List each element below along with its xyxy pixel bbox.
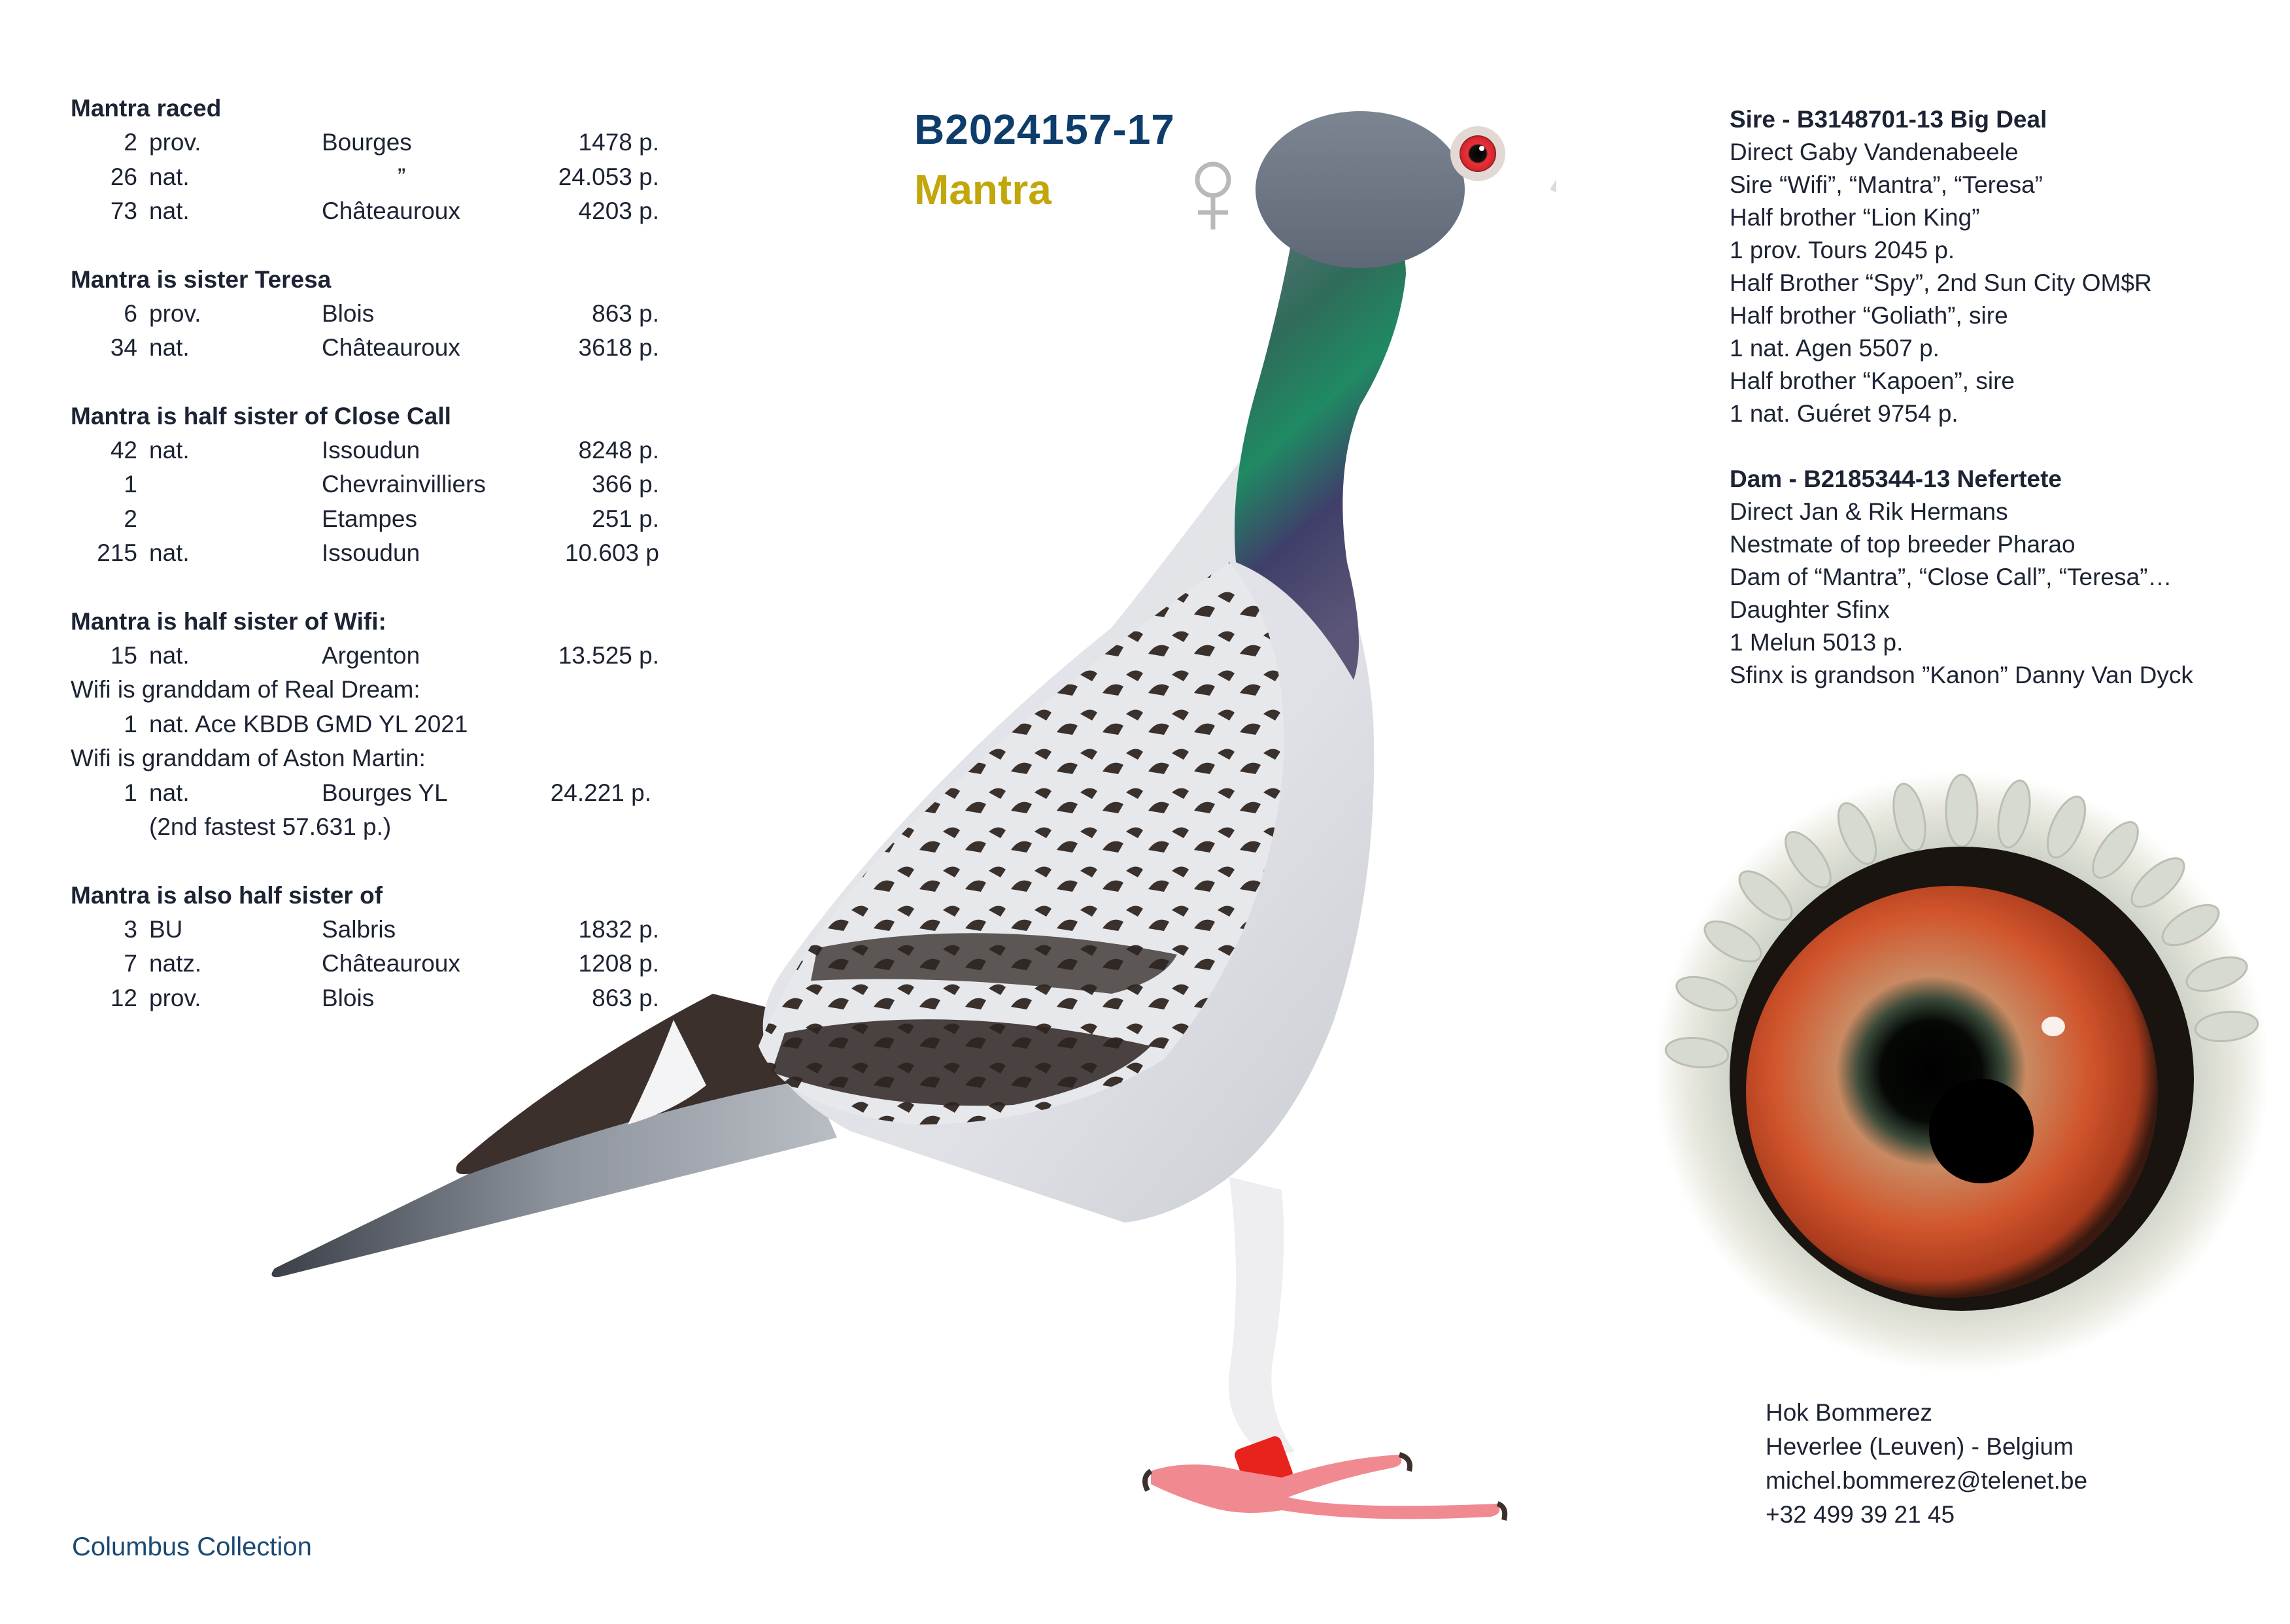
pedigree xyxy=(1730,103,2272,724)
section-heading: Mantra raced xyxy=(71,95,222,122)
section-half-sister-wifi xyxy=(71,605,659,845)
result-row xyxy=(71,947,659,981)
result-row xyxy=(71,981,659,1016)
sire-line: Half brother “Kapoen”, sire xyxy=(1730,367,2015,394)
result-row xyxy=(71,297,659,331)
sire-line: Half brother “Goliath”, sire xyxy=(1730,302,2008,329)
level: prov. xyxy=(149,299,201,327)
female-symbol-icon xyxy=(1190,160,1236,232)
location: Issoudun xyxy=(322,539,420,566)
location: Bourges xyxy=(322,129,412,156)
birds: 24.053 p. xyxy=(558,163,659,190)
result-row xyxy=(71,126,659,160)
result-row xyxy=(71,536,659,571)
place: 34 xyxy=(110,334,137,361)
place: 2 xyxy=(124,505,137,532)
contact-email[interactable]: michel.bommerez@telenet.be xyxy=(1766,1467,2088,1494)
birds: 4203 p. xyxy=(578,197,659,224)
note-line: Wifi is granddam of Aston Martin: xyxy=(71,745,426,771)
dam-line: 1 Melun 5013 p. xyxy=(1730,629,1904,656)
loft-name: Hok Bommerez xyxy=(1766,1399,1932,1426)
birds: 863 p. xyxy=(592,299,659,327)
place: 1 xyxy=(124,710,137,737)
result-row xyxy=(71,913,659,947)
location: Etampes xyxy=(322,505,418,532)
result-row xyxy=(71,639,659,673)
sire-line: 1 nat. Guéret 9754 p. xyxy=(1730,400,1958,427)
race-results xyxy=(71,92,659,1049)
location: Blois xyxy=(322,299,375,327)
result-row xyxy=(71,467,659,502)
place: 26 xyxy=(110,163,137,190)
section-heading: Mantra is half sister of Wifi: xyxy=(71,607,386,635)
birds: 366 p. xyxy=(592,471,659,498)
loft-location: Heverlee (Leuven) - Belgium xyxy=(1766,1433,2074,1460)
location: Bourges YL xyxy=(322,779,448,806)
result-row xyxy=(71,707,659,742)
birds: 1478 p. xyxy=(578,129,659,156)
place: 42 xyxy=(110,436,137,464)
location: Châteauroux xyxy=(322,334,460,361)
dam-line: Dam of “Mantra”, “Close Call”, “Teresa”… xyxy=(1730,564,2172,590)
ring-number: B2024157-17 xyxy=(914,106,1175,153)
section-mantra-raced xyxy=(71,92,659,229)
level: nat. xyxy=(149,197,190,224)
birds: 863 p. xyxy=(592,984,659,1011)
level: nat. xyxy=(149,163,190,190)
dam-block xyxy=(1730,463,2272,692)
sire-line: Half Brother “Spy”, 2nd Sun City OM$R xyxy=(1730,269,2152,296)
note-line: Wifi is granddam of Real Dream: xyxy=(71,676,420,703)
place: 15 xyxy=(110,641,137,669)
level: nat. xyxy=(149,779,190,806)
level: nat. xyxy=(149,641,190,669)
note-line: (2nd fastest 57.631 p.) xyxy=(149,813,392,840)
result-text: nat. Ace KBDB GMD YL 2021 xyxy=(149,710,468,737)
birds: 10.603 p xyxy=(564,539,659,566)
dam-line: Sfinx is grandson ”Kanon” Danny Van Dyck xyxy=(1730,662,2193,688)
sire-heading: Sire - B3148701-13 Big Deal xyxy=(1730,106,2047,133)
birds: 1208 p. xyxy=(578,950,659,977)
title-block xyxy=(914,103,1175,216)
section-heading: Mantra is also half sister of xyxy=(71,881,383,909)
level: nat. xyxy=(149,539,190,566)
birds: 8248 p. xyxy=(578,436,659,464)
location: Issoudun xyxy=(322,436,420,464)
brand-label: Columbus Collection xyxy=(72,1532,312,1561)
level: nat. xyxy=(149,334,190,361)
section-also-half-sister xyxy=(71,879,659,1016)
dam-heading: Dam - B2185344-13 Nefertete xyxy=(1730,465,2062,492)
location: ” xyxy=(398,163,406,190)
location: Blois xyxy=(322,984,375,1011)
birds: 3618 p. xyxy=(578,334,659,361)
location: Châteauroux xyxy=(322,950,460,977)
place: 1 xyxy=(124,779,137,806)
place: 215 xyxy=(97,539,137,566)
section-heading: Mantra is half sister of Close Call xyxy=(71,402,451,430)
location: Salbris xyxy=(322,915,396,943)
sire-line: 1 prov. Tours 2045 p. xyxy=(1730,237,1955,263)
level: BU xyxy=(149,915,183,943)
birds: 24.221 p. xyxy=(550,779,651,806)
sire-line: 1 nat. Agen 5507 p. xyxy=(1730,335,1940,362)
dam-line: Nestmate of top breeder Pharao xyxy=(1730,531,2076,558)
place: 73 xyxy=(110,197,137,224)
place: 12 xyxy=(110,984,137,1011)
place: 7 xyxy=(124,950,137,977)
place: 1 xyxy=(124,471,137,498)
location: Chevrainvilliers xyxy=(322,471,486,498)
sire-line: Direct Gaby Vandenabeele xyxy=(1730,139,2019,165)
level: nat. xyxy=(149,436,190,464)
result-row xyxy=(71,331,659,365)
sire-line: Half brother “Lion King” xyxy=(1730,204,1980,231)
result-row xyxy=(71,776,659,811)
level: natz. xyxy=(149,950,202,977)
result-row xyxy=(71,502,659,537)
sire-line: Sire “Wifi”, “Mantra”, “Teresa” xyxy=(1730,171,2043,198)
dam-line: Daughter Sfinx xyxy=(1730,596,1890,623)
result-row xyxy=(71,194,659,229)
dam-line: Direct Jan & Rik Hermans xyxy=(1730,498,2008,525)
location: Argenton xyxy=(322,641,420,669)
sire-block xyxy=(1730,103,2272,430)
result-row xyxy=(71,160,659,195)
place: 3 xyxy=(124,915,137,943)
section-heading: Mantra is sister Teresa xyxy=(71,265,332,293)
level: prov. xyxy=(149,984,201,1011)
result-row xyxy=(71,433,659,468)
section-half-sister-close-call xyxy=(71,399,659,571)
eye-closeup-photo xyxy=(1635,765,2289,1386)
pigeon-name: Mantra xyxy=(914,166,1051,213)
birds: 251 p. xyxy=(592,505,659,532)
level: prov. xyxy=(149,129,201,156)
contact-info xyxy=(1766,1396,2087,1532)
birds: 1832 p. xyxy=(578,915,659,943)
birds: 13.525 p. xyxy=(558,641,659,669)
contact-phone: +32 499 39 21 45 xyxy=(1766,1501,1955,1528)
place: 6 xyxy=(124,299,137,327)
section-sister-teresa xyxy=(71,263,659,365)
place: 2 xyxy=(124,129,137,156)
location: Châteauroux xyxy=(322,197,460,224)
